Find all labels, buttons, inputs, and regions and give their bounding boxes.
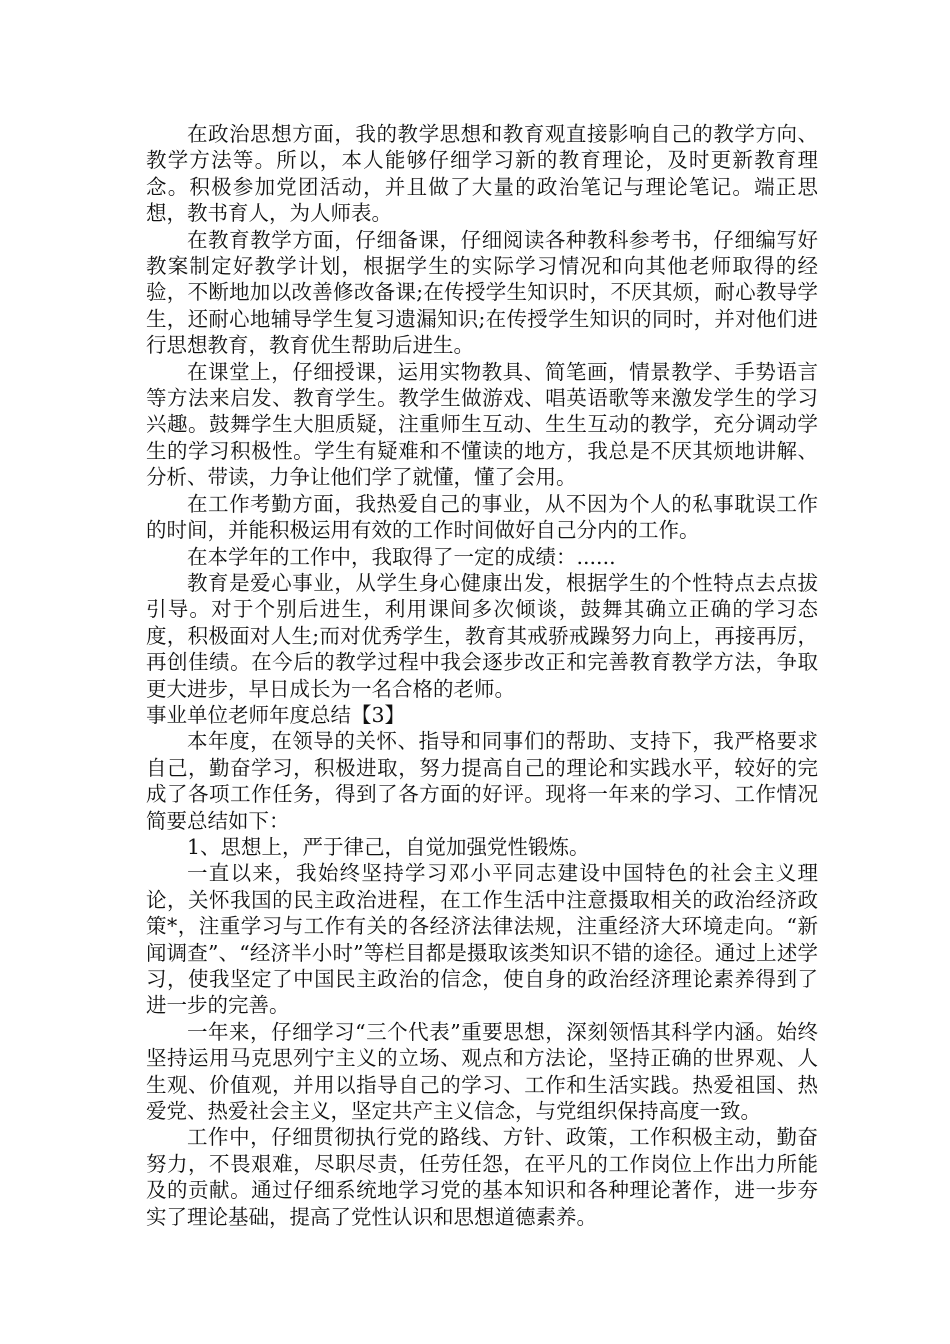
paragraph-work: 工作中，仔细贯彻执行党的路线、方针、政策，工作积极主动，勤奋努力，不畏艰难，尽职尽责，任劳任怨，在平凡的工作岗位上作出力所能及的贡献。通过仔细系统地学习党的基本知识和各种理论著作，进一步夯实了理论基础，提高了党性认识和思想道德素养。 — [146, 1125, 818, 1229]
paragraph-achievements: 在本学年的工作中，我取得了一定的成绩：...... — [187, 544, 616, 569]
section-heading: 事业单位老师年度总结【3】 — [146, 702, 406, 727]
paragraph-teaching: 在教育教学方面，仔细备课，仔细阅读各种教科参考书，仔细编写好教案制定好教学计划，根据学生的实际学习情况和向其他老师取得的经验，不断地加以改善修改备课;在传授学生知识时，不厌其烦，耐心教导学生，还耐心地辅导学生复习遗漏知识;在传授学生知识的同时，并对他们进行思想教育，教育优生帮助后进生。 — [146, 227, 818, 358]
document-body — [146, 121, 818, 1230]
paragraph-love-career: 教育是爱心事业，从学生身心健康出发，根据学生的个性特点去点拔引导。对于个别后进生，利用课间多次倾谈，鼓舞其确立正确的学习态度，积极面对人生;而对优秀学生，教育其戒骄戒躁努力向上，再接再厉，再创佳绩。在今后的教学过程中我会逐步改正和完善教育教学方法，争取更大进步，早日成长为一名合格的老师。 — [146, 570, 818, 701]
paragraph-this-year: 本年度，在领导的关怀、指导和同事们的帮助、支持下，我严格要求自己，勤奋学习，积极进取，努力提高自己的理论和实践水平，较好的完成了各项工作任务，得到了各方面的好评。现将一年来的学习、工作情况简要总结如下： — [146, 729, 818, 833]
paragraph-theory-study: 一直以来，我始终坚持学习邓小平同志建设中国特色的社会主义理论，关怀我国的民主政治进程，在工作生活中注意摄取相关的政治经济政策*，注重学习与工作有关的各经济法律法规，注重经济大环境走向。“新闻调查”、“经济半小时”等栏目都是摄取该类知识不错的途径。通过上述学习，使我坚定了中国民主政治的信念，使自身的政治经济理论素养得到了进一步的完善。 — [146, 861, 818, 1018]
paragraph-three-represents: 一年来，仔细学习“三个代表”重要思想，深刻领悟其科学内涵。始终坚持运用马克思列宁主义的立场、观点和方法论，坚持正确的世界观、人生观、价值观，并用以指导自己的学习、工作和生活实践。热爱祖国、热爱党、热爱社会主义，坚定共产主义信念，与党组织保持高度一致。 — [146, 1019, 818, 1124]
paragraph-point-one: 1、思想上，严于律己，自觉加强党性锻炼。 — [187, 834, 590, 859]
paragraph-attendance: 在工作考勤方面，我热爱自己的事业，从不因为个人的私事耽误工作的时间，并能积极运用有效的工作时间做好自己分内的工作。 — [146, 491, 818, 543]
paragraph-classroom: 在课堂上，仔细授课，运用实物教具、简笔画，情景教学、手势语言等方法来启发、教育学生。教学生做游戏、唱英语歌等来激发学生的学习兴趣。鼓舞学生大胆质疑，注重师生互动、生生互动的教学，充分调动学生的学习积极性。学生有疑难和不懂读的地方，我总是不厌其烦地讲解、分析、带读，力争让他们学了就懂，懂了会用。 — [146, 359, 818, 490]
paragraph-political-thought: 在政治思想方面，我的教学思想和教育观直接影响自己的教学方向、教学方法等。所以，本人能够仔细学习新的教育理论，及时更新教育理念。积极参加党团活动，并且做了大量的政治笔记与理论笔记。端正思想，教书育人，为人师表。 — [146, 122, 818, 226]
